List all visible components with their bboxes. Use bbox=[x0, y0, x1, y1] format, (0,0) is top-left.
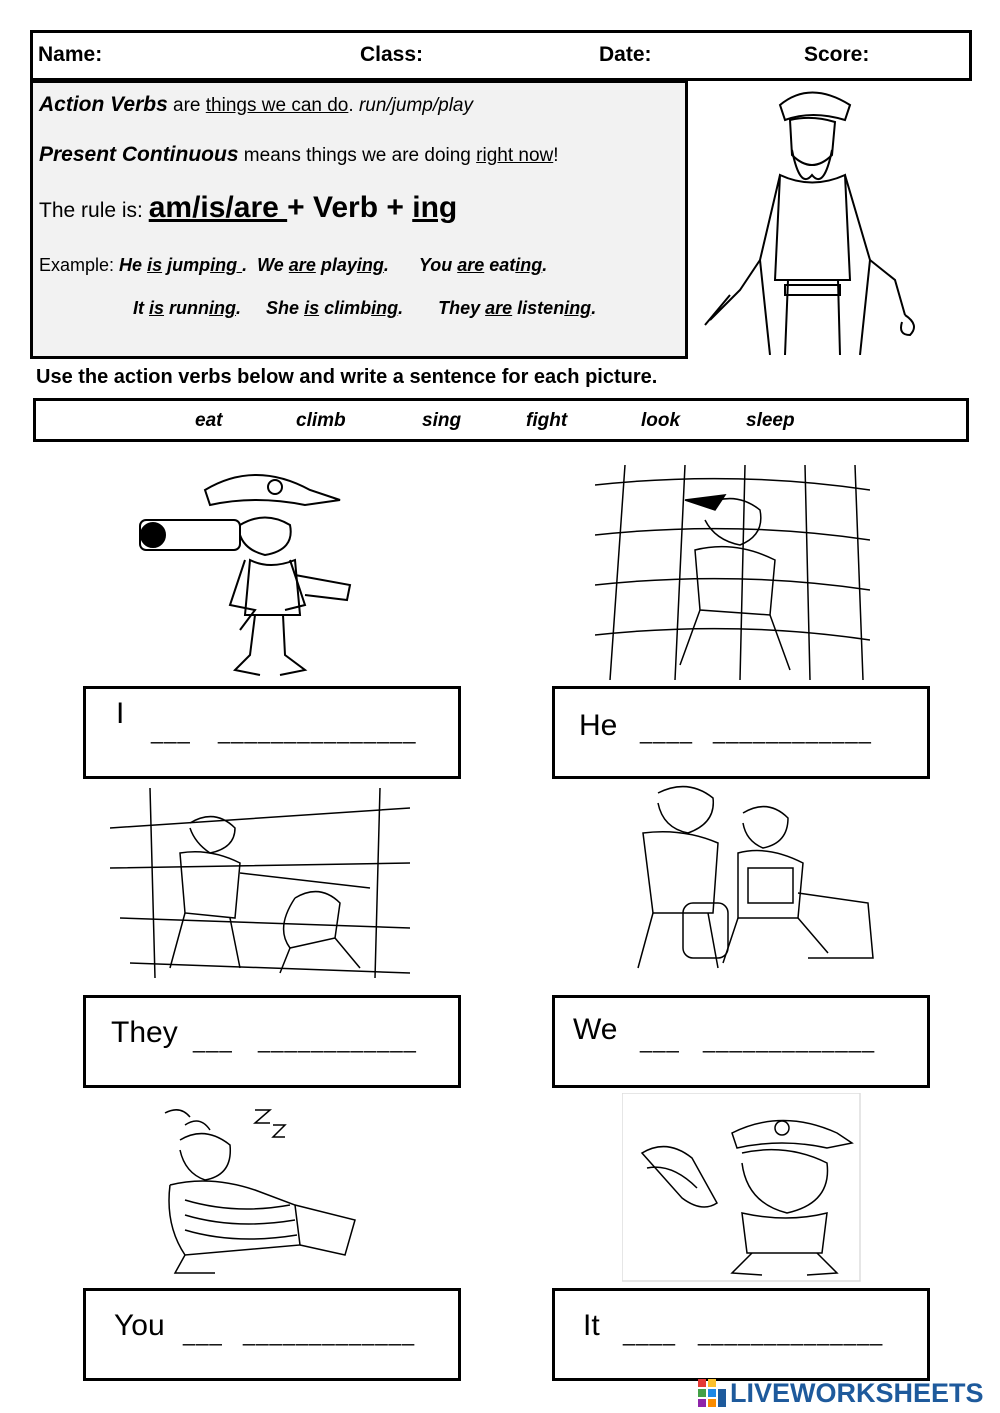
class-label: Class: bbox=[360, 43, 424, 66]
pronoun-label: I bbox=[116, 697, 125, 730]
blank-verb-ing[interactable]: ____________ bbox=[258, 1028, 417, 1053]
pirates-fighting-illustration bbox=[110, 788, 410, 978]
rule-line-present-continuous: Present Continuous means things we are doing right now! bbox=[39, 143, 559, 166]
score-label: Score: bbox=[804, 43, 870, 66]
blank-verb-to-be[interactable]: ___ bbox=[640, 1028, 680, 1053]
rule-line-examples-2: It is running. She is climbing. They are listening. bbox=[133, 298, 597, 318]
blank-verb-ing[interactable]: _______________ bbox=[218, 719, 417, 744]
name-label: Name: bbox=[38, 43, 103, 66]
pirate-eating-illustration bbox=[622, 1093, 862, 1283]
answer-box-you[interactable] bbox=[83, 1288, 461, 1381]
pirates-singing-illustration bbox=[598, 783, 880, 973]
grammar-rules-box bbox=[30, 80, 688, 359]
blank-verb-ing[interactable]: ____________ bbox=[713, 719, 872, 744]
verb-eat: eat bbox=[195, 410, 223, 431]
pronoun-label: It bbox=[583, 1309, 600, 1342]
answer-box-we[interactable] bbox=[552, 995, 930, 1088]
answer-box-he[interactable] bbox=[552, 686, 930, 779]
verb-bank bbox=[33, 398, 969, 442]
pronoun-label: They bbox=[111, 1016, 178, 1049]
header-bar bbox=[30, 30, 972, 81]
liveworksheets-logo-icon bbox=[698, 1379, 726, 1409]
answer-box-they[interactable] bbox=[83, 995, 461, 1088]
liveworksheets-logo-text: LIVEWORKSHEETS bbox=[730, 1378, 984, 1408]
pirate-with-telescope-illustration bbox=[135, 465, 365, 680]
pronoun-label: We bbox=[573, 1013, 618, 1046]
verb-fight: fight bbox=[526, 410, 568, 431]
blank-verb-ing[interactable]: ______________ bbox=[698, 1321, 884, 1346]
rule-line-examples-1: Example: He is jumping . We are playing. You are eating. bbox=[39, 255, 548, 275]
pirate-sleeping-illustration bbox=[125, 1105, 360, 1275]
answer-box-i[interactable] bbox=[83, 686, 461, 779]
liveworksheets-logo bbox=[698, 1378, 998, 1410]
blank-verb-to-be[interactable]: ___ bbox=[151, 719, 191, 744]
blank-verb-ing[interactable]: _____________ bbox=[703, 1028, 876, 1053]
blank-verb-to-be[interactable]: ____ bbox=[640, 719, 693, 744]
verb-sing: sing bbox=[422, 410, 462, 431]
verb-sleep: sleep bbox=[746, 410, 795, 431]
blank-verb-to-be[interactable]: ___ bbox=[183, 1321, 223, 1346]
rule-line-formula: The rule is: am/is/are + Verb + ing bbox=[39, 191, 458, 224]
verb-look: look bbox=[641, 410, 681, 431]
instruction-text: Use the action verbs below and write a sentence for each picture. bbox=[36, 366, 658, 388]
date-label: Date: bbox=[599, 43, 652, 66]
pronoun-label: He bbox=[579, 709, 618, 742]
pronoun-label: You bbox=[114, 1309, 165, 1342]
pirate-captain-illustration bbox=[700, 80, 925, 355]
pirate-climbing-net-illustration bbox=[595, 465, 870, 680]
verb-climb: climb bbox=[296, 410, 346, 431]
answer-box-it[interactable] bbox=[552, 1288, 930, 1381]
blank-verb-ing[interactable]: _____________ bbox=[243, 1321, 416, 1346]
rule-line-action-verbs: Action Verbs are things we can do. run/jump/play bbox=[39, 93, 473, 116]
blank-verb-to-be[interactable]: ____ bbox=[623, 1321, 676, 1346]
blank-verb-to-be[interactable]: ___ bbox=[193, 1028, 233, 1053]
